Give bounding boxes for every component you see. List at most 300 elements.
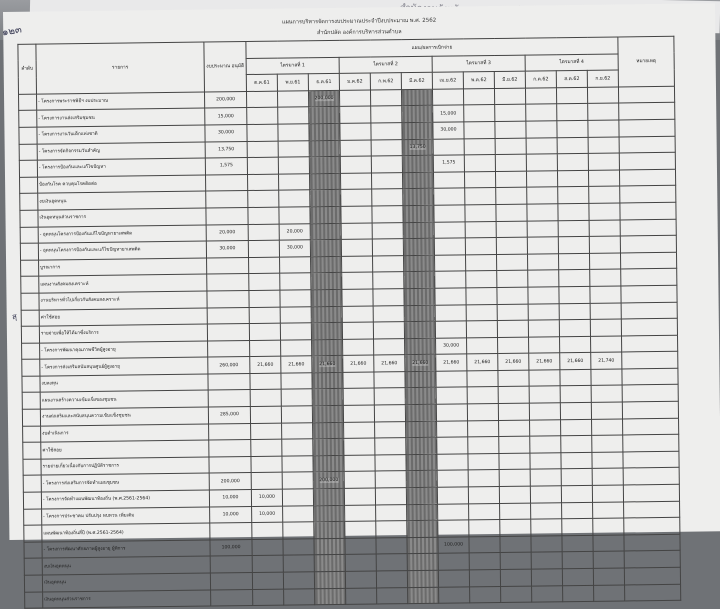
row-budget-cell: 260,000 <box>208 357 250 374</box>
month-cell <box>466 321 497 338</box>
month-cell <box>495 138 526 155</box>
month-cell <box>309 157 340 174</box>
month-cell <box>499 436 530 453</box>
month-cell <box>499 470 530 487</box>
month-cell <box>562 552 593 569</box>
month-cell <box>498 337 529 354</box>
month-cell <box>312 356 343 373</box>
month-cell <box>589 203 620 220</box>
month-value: 21,740 <box>598 358 615 364</box>
row-number-cell <box>21 326 39 343</box>
month-cell <box>495 171 526 188</box>
month-cell <box>248 190 279 207</box>
month-cell <box>466 304 497 321</box>
month-cell <box>560 369 591 386</box>
month-cell <box>464 155 495 172</box>
month-cell <box>407 554 438 571</box>
month-cell <box>592 468 623 485</box>
row-item-cell: - โครงการงานวันเด็กแห่งชาติ <box>37 125 205 144</box>
row-remarks-cell <box>620 202 676 219</box>
month-cell <box>280 306 311 323</box>
month-cell <box>249 257 280 274</box>
month-cell <box>529 370 560 387</box>
month-cell <box>404 255 435 272</box>
month-cell <box>557 137 588 154</box>
header-month: ก.ค.62 <box>525 71 556 88</box>
row-item-cell: งบลงทุน <box>40 374 208 393</box>
month-cell <box>281 406 312 423</box>
month-cell <box>496 254 527 271</box>
month-value: 200,000 <box>319 477 339 483</box>
month-cell <box>309 107 340 124</box>
header-quarter-4: ไตรมาสที่ 4 <box>525 54 618 72</box>
row-number-cell <box>19 144 37 161</box>
row-budget-cell: 30,000 <box>205 124 247 141</box>
row-budget-cell: 13,750 <box>205 141 247 158</box>
month-cell <box>313 422 344 439</box>
month-cell <box>278 140 309 157</box>
month-cell <box>402 172 433 189</box>
month-cell <box>590 302 621 319</box>
month-cell <box>532 585 563 602</box>
row-item-cell: เงินอุดหนุน <box>42 573 210 592</box>
row-remarks-cell <box>624 534 680 551</box>
header-number: ลำดับ <box>18 44 37 94</box>
month-cell <box>342 322 373 339</box>
month-cell <box>437 437 468 454</box>
month-cell <box>466 271 497 288</box>
month-cell <box>499 453 530 470</box>
month-cell <box>437 421 468 438</box>
budget-table <box>17 36 681 609</box>
row-item-cell: - โครงการประชาคม ปรับปรุง ทบทวน เพิ่มเติม <box>42 507 210 526</box>
month-cell <box>499 486 530 503</box>
row-remarks-cell <box>620 219 676 236</box>
month-cell <box>376 571 407 588</box>
month-cell <box>406 471 437 488</box>
month-cell <box>342 289 373 306</box>
row-budget-cell <box>208 390 250 407</box>
month-cell <box>310 190 341 207</box>
month-value: 20,000 <box>286 229 303 235</box>
row-number-cell <box>22 409 40 426</box>
month-cell <box>527 253 558 270</box>
month-cell <box>590 269 621 286</box>
row-item-cell: - โครงการพระราชพิธีฯ งบประมาณ <box>37 92 205 111</box>
month-cell <box>588 137 619 154</box>
month-cell <box>529 403 560 420</box>
month-cell <box>406 437 437 454</box>
row-item-cell: รายจ่ายเกี่ยวเนื่องกับการปฏิบัติราชการ <box>41 457 209 476</box>
month-cell <box>497 287 528 304</box>
month-cell <box>556 87 587 104</box>
month-cell <box>313 455 344 472</box>
row-item-cell: งานส่งเสริมและสนับสนุนความเข้มแข็งชุมชน <box>40 407 208 426</box>
month-cell <box>375 488 406 505</box>
row-number-cell <box>22 359 40 376</box>
header-quarter-1: ไตรมาสที่ 1 <box>246 57 339 75</box>
month-cell <box>495 154 526 171</box>
month-cell <box>592 485 623 502</box>
month-cell <box>528 287 559 304</box>
month-cell <box>280 323 311 340</box>
month-cell <box>375 471 406 488</box>
month-cell <box>344 455 375 472</box>
month-cell <box>464 121 495 138</box>
row-item-cell: - โครงการพัฒนาศักยภาพผู้สูงอายุ ผู้พิการ <box>42 540 210 559</box>
month-cell <box>311 306 342 323</box>
month-cell <box>435 271 466 288</box>
header-month: ต.ค.61 <box>246 74 277 91</box>
month-cell <box>405 338 436 355</box>
month-cell <box>283 555 314 572</box>
row-remarks-cell <box>621 269 677 286</box>
month-cell <box>372 189 403 206</box>
month-cell <box>469 503 500 520</box>
margin-note: ๑๒๓ <box>1 24 23 39</box>
row-remarks-cell <box>620 235 676 252</box>
month-cell <box>563 585 594 602</box>
row-number-cell <box>24 542 42 559</box>
month-cell <box>591 336 622 353</box>
row-number-cell <box>21 293 39 310</box>
month-cell <box>374 371 405 388</box>
row-item-cell: แผนพัฒนาท้องถิ่นสี่ปี (พ.ศ.2561-2564) <box>42 523 210 542</box>
month-cell <box>530 419 561 436</box>
month-cell <box>372 222 403 239</box>
month-cell <box>373 255 404 272</box>
month-cell <box>280 256 311 273</box>
month-cell <box>283 505 314 522</box>
month-cell <box>405 404 436 421</box>
month-cell <box>281 389 312 406</box>
month-cell <box>312 389 343 406</box>
month-cell <box>345 521 376 538</box>
month-cell <box>434 221 465 238</box>
month-cell <box>561 436 592 453</box>
month-cell <box>587 87 618 104</box>
header-budget: งบประมาณ อนุมัติ <box>204 42 247 92</box>
month-value: 21,660 <box>443 360 460 366</box>
month-cell <box>344 422 375 439</box>
month-cell <box>593 551 624 568</box>
month-cell <box>531 552 562 569</box>
month-cell <box>279 240 310 257</box>
month-cell <box>433 122 464 139</box>
month-cell <box>560 336 591 353</box>
row-number-cell <box>19 110 37 127</box>
month-cell <box>527 220 558 237</box>
header-month: ส.ค.62 <box>556 71 587 88</box>
document-page <box>3 3 720 603</box>
month-cell <box>433 105 464 122</box>
row-remarks-cell <box>619 136 675 153</box>
row-remarks-cell <box>619 103 675 120</box>
month-cell <box>312 405 343 422</box>
header-month: ก.ย.62 <box>587 70 618 87</box>
month-cell <box>246 91 277 108</box>
month-cell <box>407 570 438 587</box>
month-cell <box>558 220 589 237</box>
month-cell <box>438 537 469 554</box>
month-cell <box>407 520 438 537</box>
row-number-cell <box>22 376 40 393</box>
month-cell <box>282 439 313 456</box>
month-cell <box>278 157 309 174</box>
row-remarks-cell <box>619 152 675 169</box>
month-cell <box>370 89 401 106</box>
month-cell <box>530 453 561 470</box>
month-cell <box>498 370 529 387</box>
row-remarks-cell <box>621 285 677 302</box>
month-cell <box>342 256 373 273</box>
month-cell <box>308 90 339 107</box>
month-cell <box>464 138 495 155</box>
row-budget-cell <box>209 423 251 440</box>
row-number-cell <box>23 426 41 443</box>
month-cell <box>528 303 559 320</box>
month-cell <box>340 173 371 190</box>
row-remarks-cell <box>623 435 679 452</box>
month-cell <box>341 206 372 223</box>
month-cell <box>402 139 433 156</box>
month-cell <box>495 104 526 121</box>
month-cell <box>249 290 280 307</box>
month-cell <box>345 571 376 588</box>
row-remarks-cell <box>622 368 678 385</box>
month-cell <box>278 174 309 191</box>
month-cell <box>498 353 529 370</box>
row-remarks-cell <box>624 567 680 584</box>
row-number-cell <box>23 442 41 459</box>
row-number-cell <box>20 177 38 194</box>
row-remarks-cell <box>621 302 677 319</box>
month-cell <box>279 207 310 224</box>
month-cell <box>465 188 496 205</box>
month-cell <box>248 240 279 257</box>
month-cell <box>309 123 340 140</box>
row-item-cell: - โครงการจัดทำแผนพัฒนาท้องถิ่น (พ.ศ.2561-2564) <box>41 490 209 509</box>
month-cell <box>561 485 592 502</box>
month-cell <box>342 306 373 323</box>
row-number-cell <box>22 393 40 410</box>
month-cell <box>467 370 498 387</box>
header-month: ม.ค.62 <box>339 73 370 90</box>
month-cell <box>498 387 529 404</box>
month-cell <box>371 172 402 189</box>
row-item-cell: บูรณาการ <box>39 258 207 277</box>
month-cell <box>403 189 434 206</box>
month-cell <box>470 586 501 603</box>
month-cell <box>344 471 375 488</box>
month-cell <box>495 121 526 138</box>
month-cell <box>496 221 527 238</box>
row-number-cell <box>21 276 39 293</box>
row-remarks-cell <box>624 551 680 568</box>
month-cell <box>250 406 281 423</box>
row-budget-cell <box>210 556 252 573</box>
row-remarks-cell <box>620 186 676 203</box>
row-remarks-cell <box>622 401 678 418</box>
month-cell <box>251 473 282 490</box>
row-item-cell: ค่าใช้สอย <box>39 308 207 327</box>
month-cell <box>309 173 340 190</box>
row-item-cell: - อุดหนุนโครงการป้องกันและแก้ไขปัญหายาเสพติด <box>38 241 206 260</box>
month-cell <box>591 385 622 402</box>
month-cell <box>340 123 371 140</box>
row-number-cell <box>22 343 40 360</box>
month-cell <box>373 322 404 339</box>
row-number-cell <box>23 476 41 493</box>
row-budget-cell <box>209 440 251 457</box>
month-value: 21,660 <box>288 361 305 368</box>
document-title: แผนการบริหารจัดการงบประมาณประจำปีงบประมาณ พ.ศ. 2562 <box>281 17 437 26</box>
month-cell <box>376 537 407 554</box>
month-cell <box>376 521 407 538</box>
month-cell <box>526 104 557 121</box>
row-budget-cell <box>207 307 249 324</box>
month-cell <box>406 487 437 504</box>
header-quarter-2: ไตรมาสที่ 2 <box>339 56 432 74</box>
month-cell <box>279 223 310 240</box>
month-cell <box>402 122 433 139</box>
month-cell <box>311 289 342 306</box>
month-cell <box>437 454 468 471</box>
month-cell <box>433 155 464 172</box>
month-cell <box>344 438 375 455</box>
month-cell <box>562 502 593 519</box>
row-budget-cell <box>206 207 248 224</box>
row-budget-cell <box>208 373 250 390</box>
month-cell <box>590 319 621 336</box>
month-cell <box>468 437 499 454</box>
month-cell <box>401 89 432 106</box>
month-value: 10,000 <box>259 511 276 517</box>
month-cell <box>593 502 624 519</box>
row-budget-cell <box>210 523 252 540</box>
month-cell <box>344 488 375 505</box>
month-value: 21,660 <box>350 361 367 367</box>
month-value: 13,750 <box>409 144 426 150</box>
month-cell <box>467 337 498 354</box>
row-budget-cell <box>208 340 250 357</box>
month-cell <box>339 90 370 107</box>
month-cell <box>528 270 559 287</box>
row-number-cell <box>21 260 39 277</box>
month-cell <box>373 272 404 289</box>
row-budget-cell: 100,000 <box>210 539 252 556</box>
month-cell <box>375 421 406 438</box>
month-cell <box>500 552 531 569</box>
header-remarks: หมายเหตุ <box>618 36 675 86</box>
month-cell <box>529 336 560 353</box>
month-cell <box>589 220 620 237</box>
row-number-cell <box>25 592 43 609</box>
month-cell <box>346 588 377 605</box>
month-cell <box>313 472 344 489</box>
header-month: ก.พ.62 <box>370 73 401 90</box>
month-cell <box>465 254 496 271</box>
month-cell <box>253 589 284 606</box>
month-cell <box>494 88 525 105</box>
month-cell <box>407 537 438 554</box>
month-cell <box>526 121 557 138</box>
row-item-cell: แผนงานสร้างความเข้มแข็งของชุมชน <box>40 390 208 409</box>
row-number-cell <box>24 509 42 526</box>
header-plan: แผน/ผลการเบิกจ่าย <box>246 37 618 58</box>
month-cell <box>468 453 499 470</box>
month-cell <box>343 388 374 405</box>
row-item-cell: - โครงการส่งเสริมการจัดทำแผนชุมชน <box>41 473 209 492</box>
month-cell <box>404 321 435 338</box>
row-budget-cell <box>206 174 248 191</box>
month-value: 21,660 <box>319 361 336 367</box>
month-cell <box>315 588 346 605</box>
month-cell <box>525 88 556 105</box>
month-cell <box>592 435 623 452</box>
month-cell <box>438 520 469 537</box>
month-cell <box>247 157 278 174</box>
row-item-cell: งบดำเนินการ <box>41 424 209 443</box>
month-cell <box>251 423 282 440</box>
month-cell <box>500 503 531 520</box>
month-cell <box>375 454 406 471</box>
margin-signature: สุ <box>11 311 18 322</box>
header-month: เม.ย.62 <box>432 72 463 89</box>
month-cell <box>404 288 435 305</box>
month-cell <box>590 286 621 303</box>
row-remarks-cell <box>622 385 678 402</box>
month-value: 21,660 <box>474 359 491 365</box>
month-cell <box>433 172 464 189</box>
month-cell <box>593 518 624 535</box>
month-cell <box>435 321 466 338</box>
month-cell <box>437 487 468 504</box>
month-cell <box>531 536 562 553</box>
month-cell <box>588 170 619 187</box>
row-remarks-cell <box>621 318 677 335</box>
header-item: รายการ <box>36 42 205 94</box>
row-budget-cell: 10,000 <box>209 490 251 507</box>
month-cell <box>498 403 529 420</box>
row-number-cell <box>24 575 42 592</box>
row-remarks-cell <box>624 517 680 534</box>
row-remarks-cell <box>618 86 674 103</box>
month-cell <box>371 139 402 156</box>
row-number-cell <box>23 459 41 476</box>
row-remarks-cell <box>623 484 679 501</box>
month-value: 21,660 <box>505 359 522 365</box>
month-cell <box>252 506 283 523</box>
month-cell <box>464 171 495 188</box>
month-value: 21,660 <box>381 360 398 366</box>
month-cell <box>314 555 345 572</box>
month-cell <box>434 205 465 222</box>
month-cell <box>557 104 588 121</box>
month-cell <box>248 224 279 241</box>
month-cell <box>376 554 407 571</box>
month-cell <box>500 569 531 586</box>
month-cell <box>562 519 593 536</box>
month-cell <box>403 222 434 239</box>
row-budget-cell: 285,000 <box>208 407 250 424</box>
month-cell <box>311 273 342 290</box>
month-cell <box>314 538 345 555</box>
month-value: 21,660 <box>567 358 584 364</box>
month-cell <box>281 356 312 373</box>
month-cell <box>312 339 343 356</box>
month-cell <box>557 170 588 187</box>
